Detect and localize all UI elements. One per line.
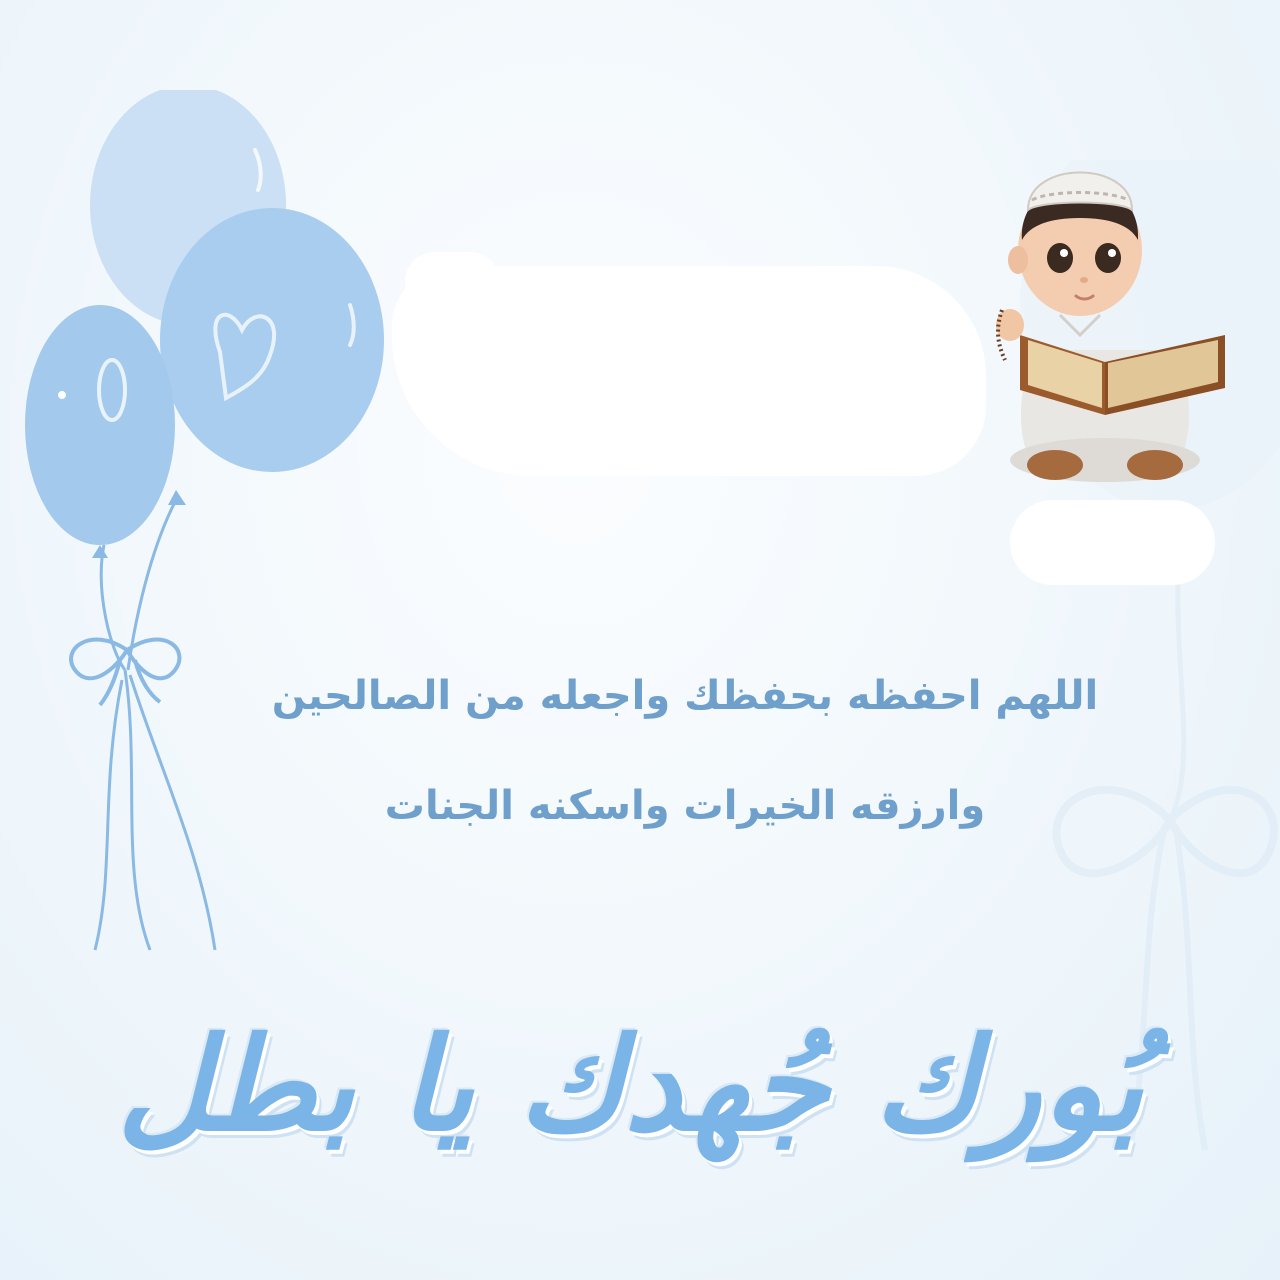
supplication-line-2: وارزقه الخيرات واسكنه الجنات bbox=[384, 783, 986, 829]
balloon-heart bbox=[160, 208, 384, 505]
balloon-front bbox=[25, 305, 175, 558]
headline-calligraphy: بُورك جُهدك يا بطل bbox=[117, 1010, 1143, 1160]
redaction-blob-edge-right bbox=[700, 266, 900, 326]
balloons-illustration bbox=[0, 90, 420, 970]
redaction-blob-edge-left bbox=[405, 252, 500, 312]
redaction-blob-small bbox=[1010, 500, 1215, 585]
supplication-line-1: اللهم احفظه بحفظك واجعله من الصالحين bbox=[271, 673, 1099, 719]
boy-reading-quran-icon bbox=[980, 130, 1230, 490]
